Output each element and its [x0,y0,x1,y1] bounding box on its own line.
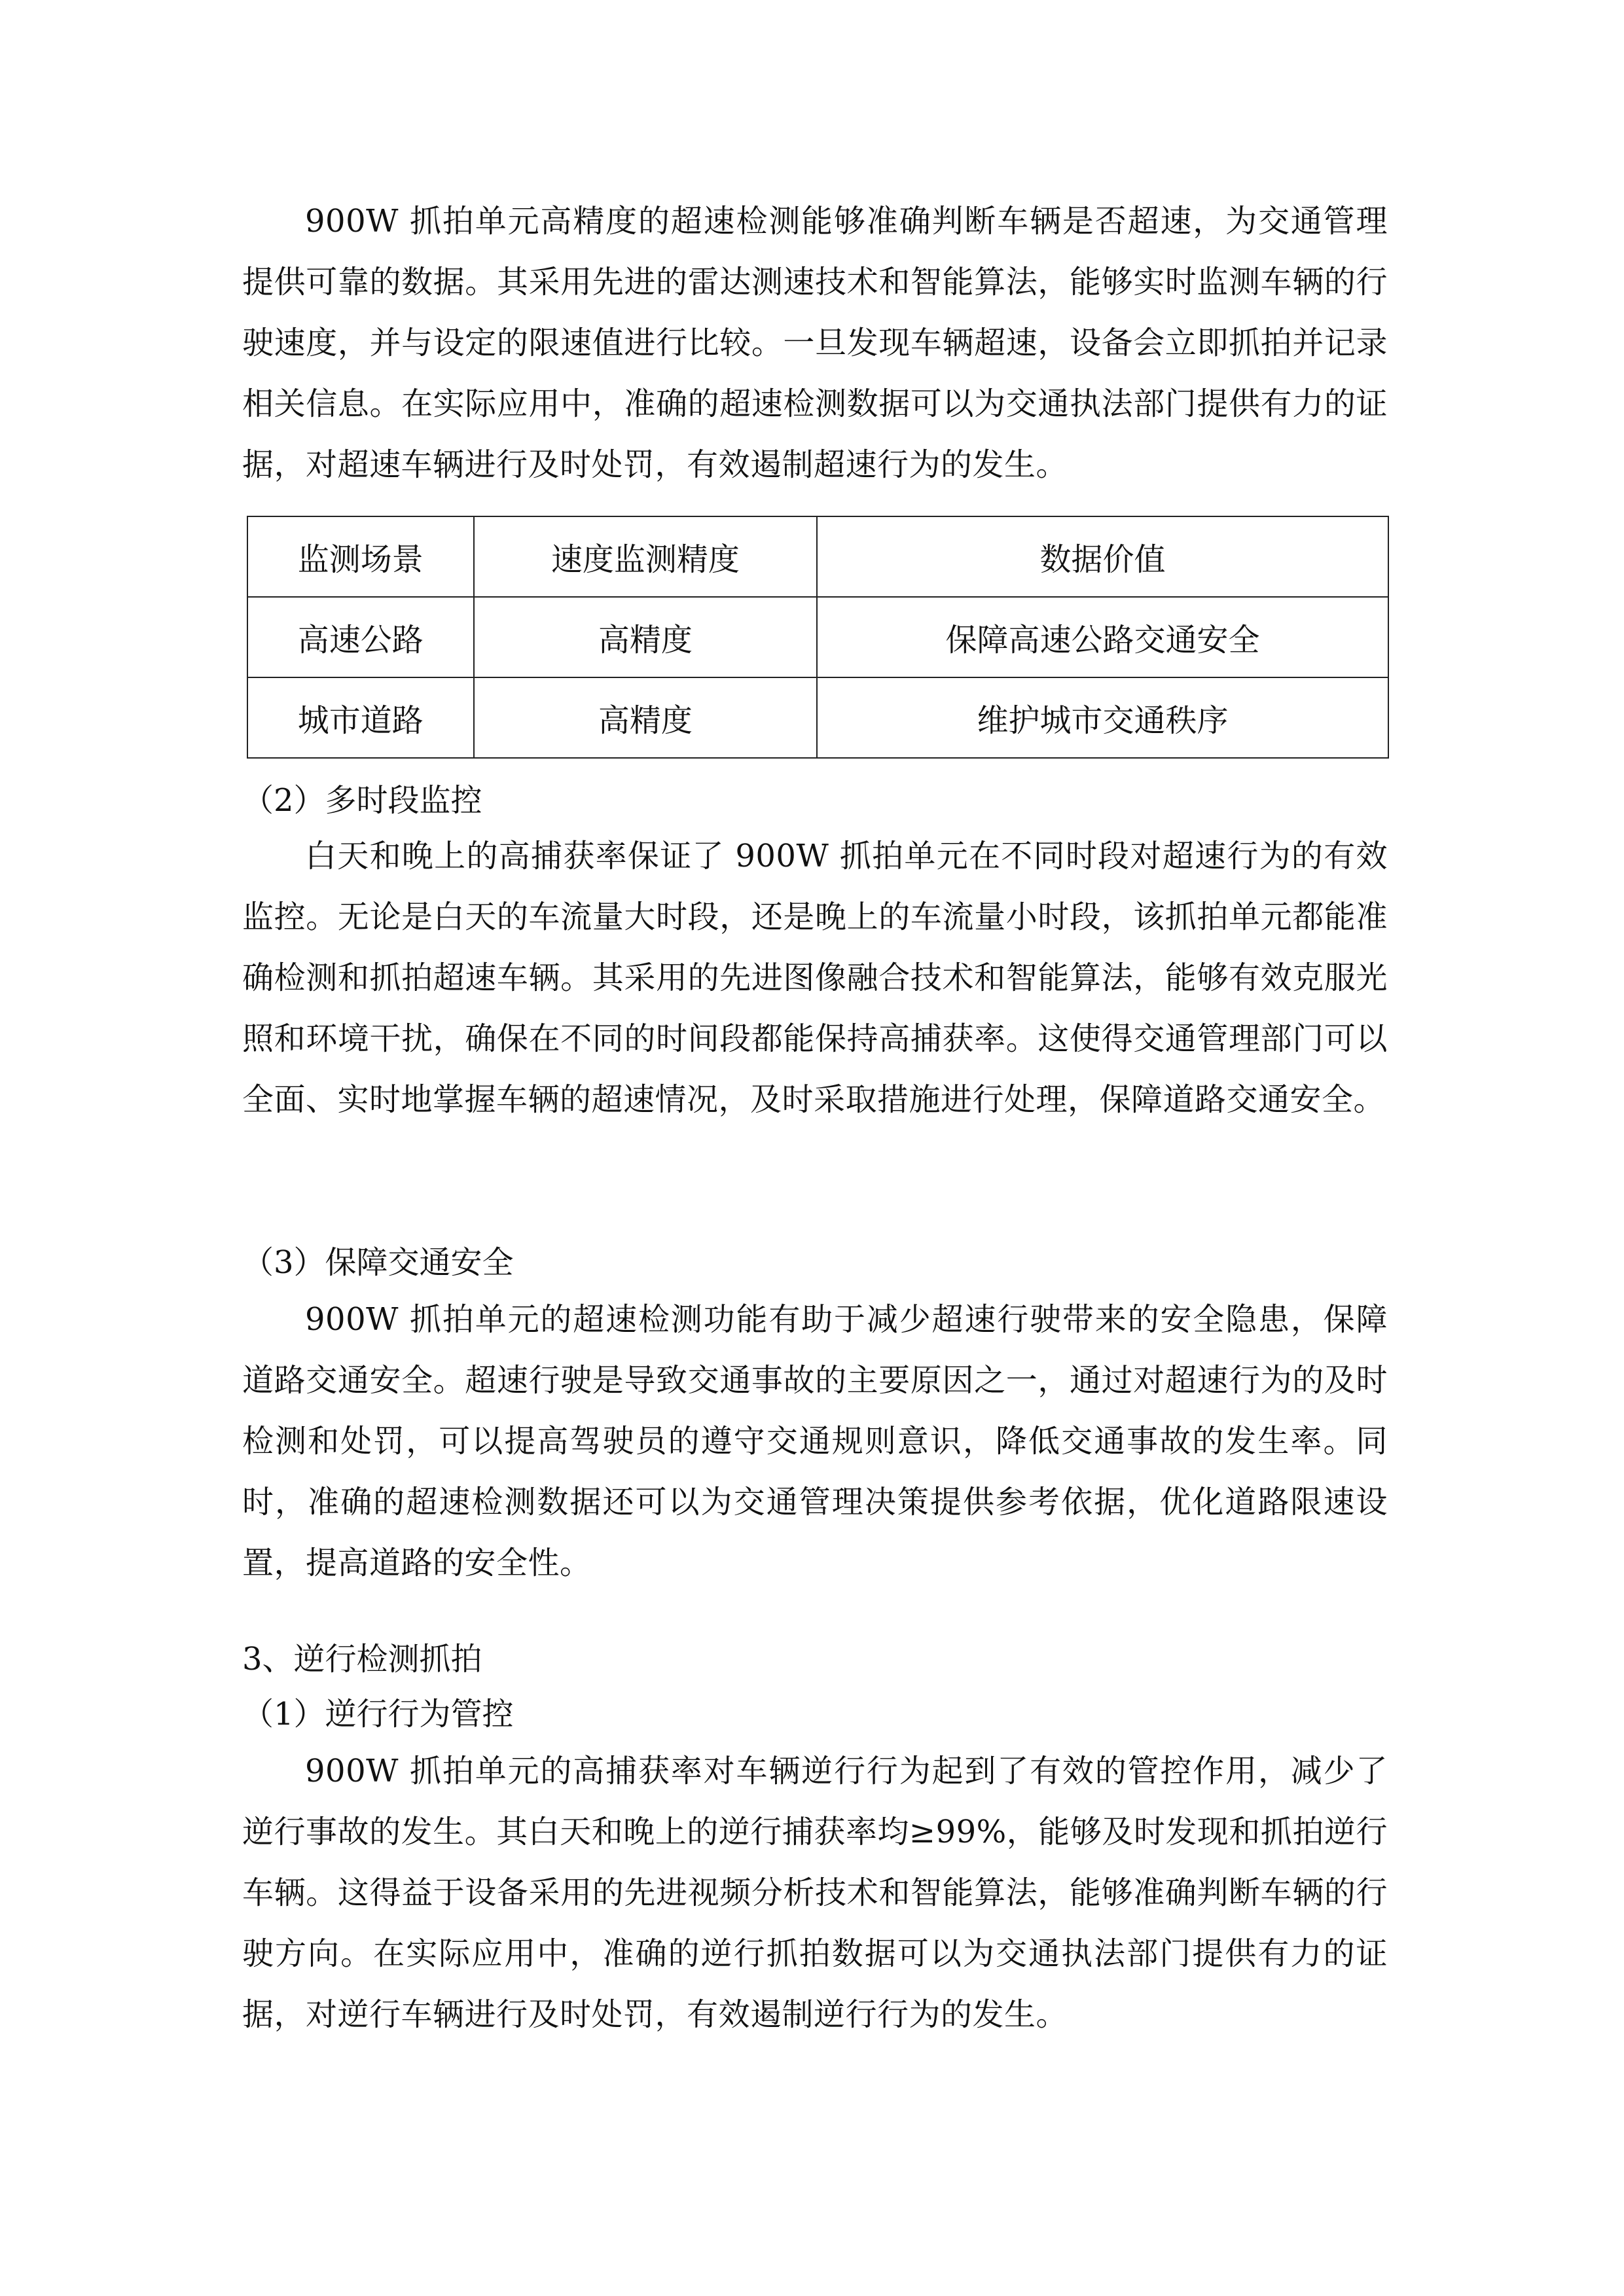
section-heading-reverse: 3、逆行检测抓拍 [242,1641,482,1677]
table-header-cell: 监测场景 [247,516,474,597]
section-heading-multi-period: （2）多时段监控 [242,782,482,819]
paragraph-reverse-control: 900W 抓拍单元的高捕获率对车辆逆行行为起到了有效的管控作用，减少了逆行事故的发生。其白天和晚上的逆行捕获率均≥99%，能够及时发现和抓拍逆行车辆。这得益于设备采用的先进视频分析技术和智能算法，能够准确判断车辆的行驶方向。在实际应用中，准确的逆行抓拍数据可以为交通执法部门提供有力的证据，对逆行车辆进行及时处罚，有效遏制逆行行为的发生。 [242,1753,1388,2033]
table-cell: 高精度 [474,597,818,677]
monitoring-table [247,516,1389,759]
paragraph-speed-detection: 900W 抓拍单元高精度的超速检测能够准确判断车辆是否超速，为交通管理提供可靠的数据。其采用先进的雷达测速技术和智能算法，能够实时监测车辆的行驶速度，并与设定的限速值进行比较。一旦发现车辆超速，设备会立即抓拍并记录相关信息。在实际应用中，准确的超速检测数据可以为交通执法部门提供有力的证据，对超速车辆进行及时处罚，有效遏制超速行为的发生。 [242,203,1388,483]
table-header-cell: 速度监测精度 [474,516,818,597]
table-cell: 维护城市交通秩序 [817,677,1388,758]
table-cell: 高精度 [474,677,818,758]
table-row [247,677,1388,758]
table-cell: 城市道路 [247,677,474,758]
section-heading-reverse-control: （1）逆行行为管控 [242,1696,514,1732]
table-row [247,597,1388,677]
table-cell: 高速公路 [247,597,474,677]
table-cell: 保障高速公路交通安全 [817,597,1388,677]
table-header-row [247,516,1388,597]
section-heading-safety: （3）保障交通安全 [242,1244,514,1281]
table-header-cell: 数据价值 [817,516,1388,597]
paragraph-safety: 900W 抓拍单元的超速检测功能有助于减少超速行驶带来的安全隐患，保障道路交通安全。超速行驶是导致交通事故的主要原因之一，通过对超速行为的及时检测和处罚，可以提高驾驶员的遵守交通规则意识，降低交通事故的发生率。同时，准确的超速检测数据还可以为交通管理决策提供参考依据，优化道路限速设置，提高道路的安全性。 [242,1301,1388,1581]
paragraph-multi-period: 白天和晚上的高捕获率保证了 900W 抓拍单元在不同时段对超速行为的有效监控。无论是白天的车流量大时段，还是晚上的车流量小时段，该抓拍单元都能准确检测和抓拍超速车辆。其采用的先进图像融合技术和智能算法，能够有效克服光照和环境干扰，确保在不同的时间段都能保持高捕获率。这使得交通管理部门可以全面、实时地掌握车辆的超速情况，及时采取措施进行处理，保障道路交通安全。 [242,838,1388,1118]
